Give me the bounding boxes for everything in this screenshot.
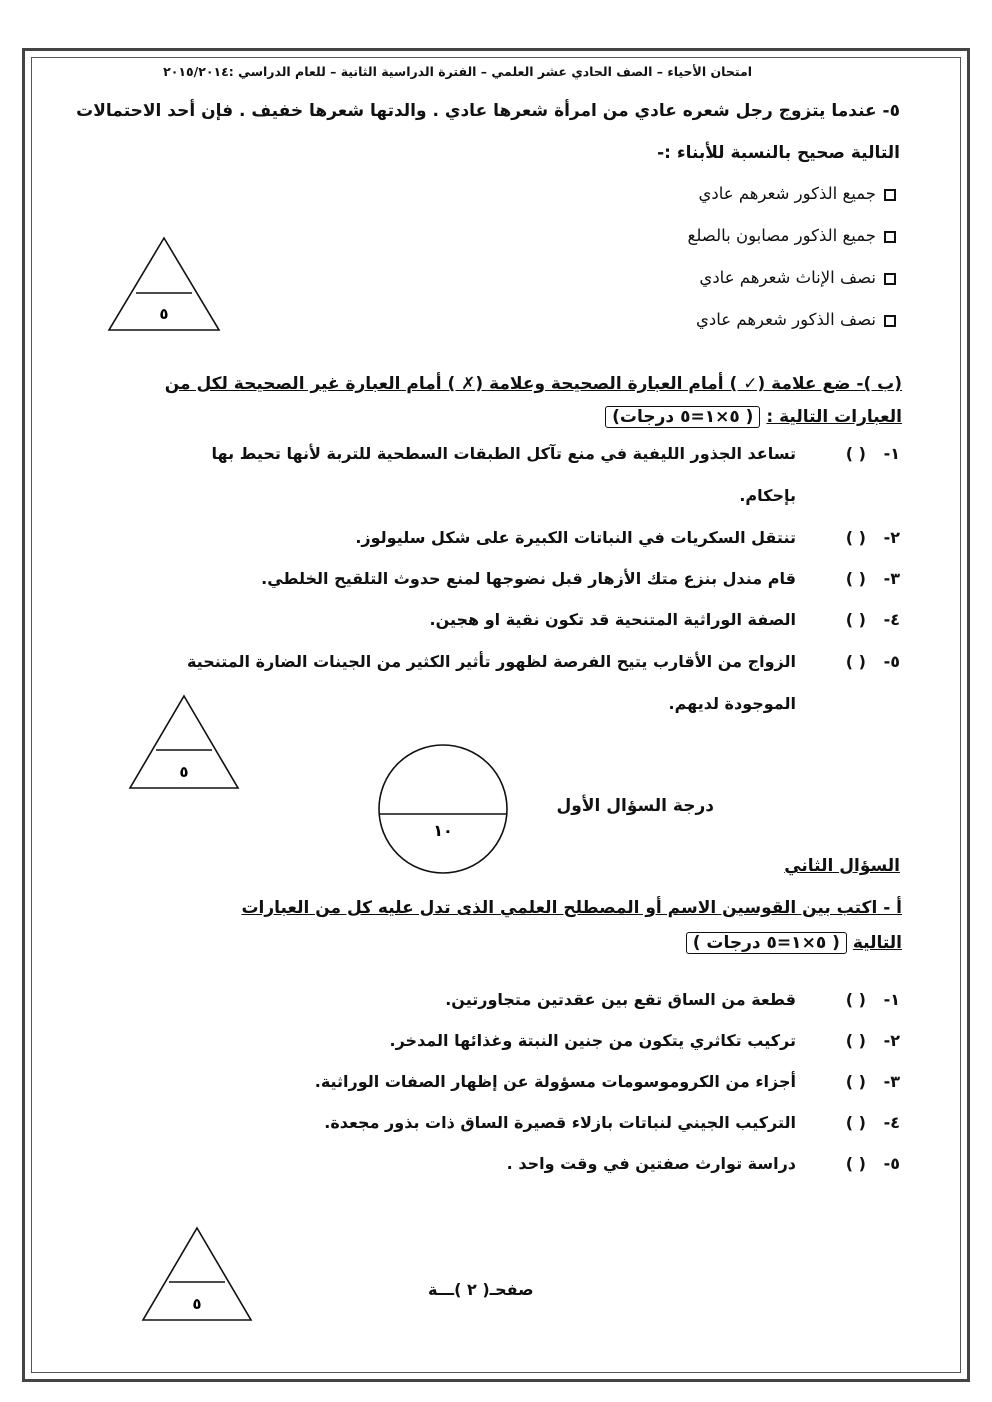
answer-blank[interactable]: ( ): [845, 610, 866, 629]
grade-triangle-1: [107, 236, 221, 332]
tf-item-1: ١-( )تساعد الجذور الليفية في منع تآكل الطبقات السطحية للتربة لأنها تحيط بها: [211, 444, 900, 463]
page-number: صفحـ( ٢ )ـــة: [428, 1280, 534, 1299]
tf-item-5-cont: الموجودة لديهم.: [668, 694, 796, 713]
checkbox-icon[interactable]: [884, 273, 896, 285]
checkbox-icon[interactable]: [884, 189, 896, 201]
grade-triangle-3: [141, 1226, 253, 1322]
answer-blank[interactable]: ( ): [845, 1072, 866, 1091]
answer-blank[interactable]: ( ): [845, 528, 866, 547]
answer-blank[interactable]: ( ): [845, 444, 866, 463]
term-item-3: ٣-( )أجزاء من الكروموسومات مسؤولة عن إظهار الصفات الوراثية.: [314, 1072, 900, 1091]
exam-header: امتحان الأحياء – الصف الحادي عشر العلمي – الفترة الدراسية الثانية – للعام الدراسي :٢٠١٥/٢٠١٤: [163, 64, 752, 79]
question5-line2: التالية صحيح بالنسبة للأبناء :-: [657, 143, 900, 163]
tf-item-1-cont: بإحكام.: [739, 486, 796, 505]
answer-blank[interactable]: ( ): [845, 990, 866, 1009]
first-question-score-label: درجة السؤال الأول: [556, 796, 714, 816]
term-item-4: ٤-( )التركيب الجيني لنباتات بازلاء قصيرة الساق ذات بذور مجعدة.: [324, 1113, 900, 1132]
term-item-1: ١-( )قطعة من الساق تقع بين عقدتين متجاورتين.: [445, 990, 900, 1009]
answer-blank[interactable]: ( ): [845, 1031, 866, 1050]
tf-item-4: ٤-( )الصفة الوراثية المتنحية قد تكون نقية او هجين.: [429, 610, 900, 629]
term-item-5: ٥-( )دراسة توارث صفتين في وقت واحد .: [506, 1154, 900, 1173]
option-2[interactable]: جميع الذكور مصابون بالصلع: [688, 226, 896, 245]
checkbox-icon[interactable]: [884, 231, 896, 243]
tf-item-5: ٥-( )الزواج من الأقارب يتيح الفرصة لظهور تأثير الكثير من الجينات الضارة المتنحية: [186, 652, 900, 671]
option-3[interactable]: نصف الإناث شعرهم عادي: [699, 268, 896, 287]
grade-value: ٥: [179, 763, 189, 781]
section-b-instruction: (ب )- ضع علامة (✓ ) أمام العبارة الصحيحة وعلامة (✗ ) أمام العبارة غير الصحيحة لكل من: [164, 374, 902, 394]
question2-title: السؤال الثاني: [784, 856, 900, 876]
question2-instruction: أ - اكتب بين القوسين الاسم أو المصطلح العلمي الذى تدل عليه كل من العبارات: [241, 898, 902, 918]
grade-triangle-2: [128, 694, 240, 790]
answer-blank[interactable]: ( ): [845, 1113, 866, 1132]
question2-points: ( ٥×١=٥ درجات ): [686, 932, 847, 954]
tf-item-2: ٢-( )تنتقل السكريات في النباتات الكبيرة على شكل سليولوز.: [355, 528, 900, 547]
question2-line2: التالية ( ٥×١=٥ درجات ): [686, 932, 902, 954]
term-item-2: ٢-( )تركيب تكاثري يتكون من جنين النبتة وغذائها المدخر.: [389, 1031, 900, 1050]
option-4[interactable]: نصف الذكور شعرهم عادي: [696, 310, 896, 329]
section-b-points: ( ٥×١=٥ درجات): [605, 406, 760, 428]
tf-item-3: ٣-( )قام مندل بنزع متك الأزهار قبل نضوجها لمنع حدوث التلقيح الخلطي.: [261, 569, 900, 588]
section-b-line2: العبارات التالية : ( ٥×١=٥ درجات): [605, 406, 902, 428]
grade-value: ٥: [192, 1295, 202, 1313]
answer-blank[interactable]: ( ): [845, 1154, 866, 1173]
answer-blank[interactable]: ( ): [845, 569, 866, 588]
checkbox-icon[interactable]: [884, 315, 896, 327]
answer-blank[interactable]: ( ): [845, 652, 866, 671]
score-value: ١٠: [433, 821, 453, 840]
grade-value: ٥: [159, 305, 169, 323]
question5-line1: ٥- عندما يتزوج رجل شعره عادي من امرأة شعرها عادي . والدتها شعرها خفيف . فإن أحد الاحتمالات: [76, 101, 900, 121]
first-question-score-circle: [376, 742, 510, 876]
option-1[interactable]: جميع الذكور شعرهم عادي: [698, 184, 896, 203]
